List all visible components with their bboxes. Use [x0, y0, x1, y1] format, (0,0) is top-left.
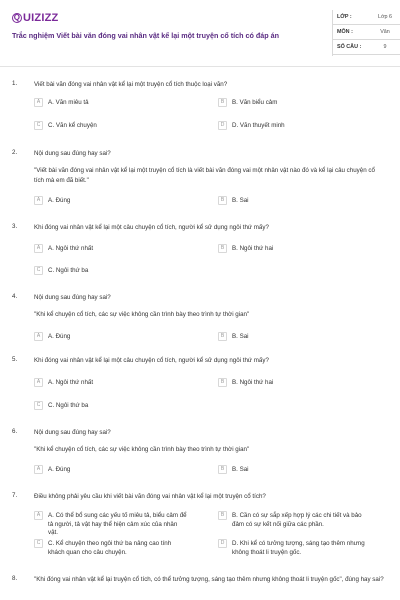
meta-row-grade: [333, 10, 400, 25]
quizizz-logo: [12, 12, 58, 24]
option-letter-box: A: [34, 378, 43, 387]
page-title: Trắc nghiệm Viết bài văn đóng vai nhân vật kể lại một truyện cổ tích có đáp án: [12, 31, 280, 40]
option-letter-box: B: [218, 196, 227, 205]
meta-value: 9: [383, 44, 387, 50]
meta-value: Lớp 6: [377, 14, 393, 20]
question-text: Khi đóng vai nhân vật kể lại một câu chuyện cổ tích, người kể sử dụng ngôi thứ mấy?: [34, 224, 269, 231]
question-number: 2.: [12, 149, 18, 156]
question-text: "Khi đóng vai nhân vật kể lại truyện cổ tích, có thể tưởng tượng, sáng tạo thêm nhưng không thoát li truyện gốc", đúng hay sai?: [34, 576, 384, 583]
worksheet-meta: [332, 10, 400, 56]
option-text: A. Đúng: [48, 333, 71, 340]
question-text: Khi đóng vai nhân vật kể lại một câu chuyện cổ tích, người kể sử dụng ngôi thứ mấy?: [34, 357, 269, 364]
option-letter-box: B: [218, 332, 227, 341]
question-text: Nội dung sau đúng hay sai?: [34, 429, 111, 436]
question-number: 8.: [12, 575, 18, 582]
option-letter-box: A: [34, 465, 43, 474]
question-text: Nội dung sau đúng hay sai?: [34, 294, 111, 301]
worksheet-header: [12, 10, 393, 54]
question-number: 7.: [12, 492, 18, 499]
option-text: A. Ngôi thứ nhất: [48, 245, 94, 252]
option-text: A. Đúng: [48, 466, 71, 473]
meta-label: LỚP :: [337, 14, 352, 20]
option-letter-box: B: [218, 465, 227, 474]
option-text: C. Ngôi thứ ba: [48, 402, 89, 409]
option-letter-box: C: [34, 401, 43, 410]
question-text: Điều không phải yêu cầu khi viết bài văn đóng vai nhân vật kể lại một truyện cổ tích?: [34, 493, 266, 500]
meta-row-count: [333, 40, 400, 55]
question-number: 3.: [12, 223, 18, 230]
option-text: A. Ngôi thứ nhất: [48, 379, 94, 386]
option-text: B. Ngôi thứ hai: [232, 245, 274, 252]
option-text: A. Đúng: [48, 197, 71, 204]
question-number: 6.: [12, 428, 18, 435]
meta-label: SỐ CÂU :: [337, 44, 362, 50]
option-text: A. Có thể bổ sung các yếu tố miêu tả, biểu cảm để tả người, tả vật hay thể hiện cảm xúc của nhân vật.: [48, 512, 187, 536]
option-letter-box: D: [218, 121, 227, 130]
question-number: 1.: [12, 80, 18, 87]
option-text: B. Sai: [232, 466, 249, 473]
question-number: 4.: [12, 293, 18, 300]
option-text: D. Khi kể có tưởng tượng, sáng tạo thêm nhưng không thoát li truyện gốc.: [232, 540, 365, 556]
question-text: Viết bài văn đóng vai nhân vật kể lại một truyện cổ tích thuộc loại văn?: [34, 81, 228, 88]
option-text: C. Ngôi thứ ba: [48, 267, 89, 274]
option-text: B. Sai: [232, 333, 249, 340]
option-text: C. Văn kể chuyện: [48, 122, 97, 129]
option-letter-box: D: [218, 539, 227, 548]
meta-value: Văn: [380, 29, 390, 35]
option-letter-box: B: [218, 244, 227, 253]
option-letter-box: A: [34, 196, 43, 205]
logo-text: UIZIZZ: [23, 12, 59, 24]
question-text: Nội dung sau đúng hay sai?: [34, 150, 111, 157]
option-letter-box: C: [34, 121, 43, 130]
option-letter-box: A: [34, 332, 43, 341]
option-letter-box: A: [34, 98, 43, 107]
option-text: B. Ngôi thứ hai: [232, 379, 274, 386]
header-divider: [0, 66, 400, 67]
option-letter-box: B: [218, 98, 227, 107]
meta-label: MÔN :: [337, 29, 353, 35]
option-letter-box: C: [34, 539, 43, 548]
option-text: B. Sai: [232, 197, 249, 204]
option-letter-box: B: [218, 511, 227, 520]
option-letter-box: A: [34, 244, 43, 253]
option-text: C. Kể chuyện theo ngôi thứ ba nâng cao tính khách quan cho câu chuyện.: [48, 540, 172, 556]
option-text: D. Văn thuyết minh: [232, 122, 285, 129]
option-letter-box: C: [34, 266, 43, 275]
option-letter-box: A: [34, 511, 43, 520]
question-number: 5.: [12, 356, 18, 363]
logo-q-icon: Q: [13, 13, 21, 22]
question-statement: "Khi kể chuyện cổ tích, các sự việc không cần trình bày theo trình tự thời gian": [34, 311, 250, 318]
meta-row-subject: [333, 25, 400, 40]
question-statement: "Khi kể chuyện cổ tích, các sự việc không cần trình bày theo trình tự thời gian": [34, 446, 250, 453]
question-statement: "Viết bài văn đóng vai nhân vật kể lại một truyện cổ tích là viết bài văn đóng vai một nhân vật nào đó và kể lại câu chuyện cổ tích mà em đã biết.": [34, 167, 375, 184]
option-text: B. Văn biểu cảm: [232, 99, 278, 106]
option-letter-box: B: [218, 378, 227, 387]
option-text: A. Văn miêu tả: [48, 99, 89, 106]
option-text: B. Cần có sự sắp xếp hợp lý các chi tiết và bảo đảm có sự kết nối giữa các phần.: [232, 512, 362, 528]
